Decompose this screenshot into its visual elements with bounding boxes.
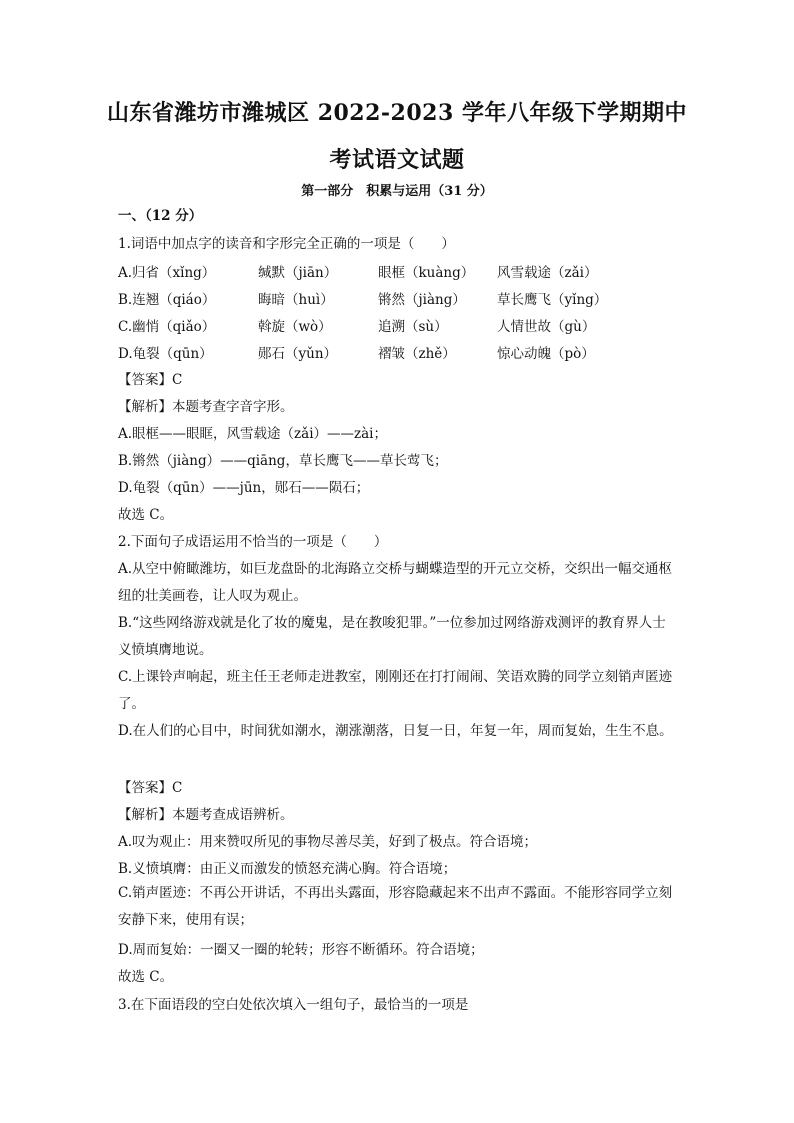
- option-b-4: 草长鹰飞（yǐng）: [497, 292, 608, 308]
- question-3-stem: 3.在下面语段的空白处依次填入一组句子，最恰当的一项是: [118, 997, 469, 1013]
- option-d-3: 褶皱（zhě）: [378, 346, 456, 362]
- option-b-2: 晦暗（huì）: [258, 292, 334, 308]
- option-d-1: D.龟裂（qūn）: [118, 346, 213, 362]
- analysis-1-conclusion: 故选 C。: [118, 507, 174, 523]
- question-2-option-a: A.从空中俯瞰潍坊，如巨龙盘卧的北海路立交桥与蝴蝶造型的开元立交桥，交织出一幅交通枢纽的壮美画卷，让人叹为观止。: [118, 561, 673, 604]
- option-c-1: C.幽悄（qiǎo）: [118, 319, 216, 335]
- analysis-2: 【解析】本题考查成语辨析。: [118, 807, 294, 823]
- part-heading: 一、（12 分）: [118, 208, 203, 224]
- section-heading: 第一部分 积累与运用（31 分）: [301, 184, 493, 199]
- question-1-stem: 1.词语中加点字的读音和字形完全正确的一项是（ ）: [118, 236, 455, 252]
- answer-2: 【答案】C: [118, 780, 183, 796]
- analysis-2-note-b: B.义愤填膺：由正义而激发的愤怒充满心胸。符合语境；: [118, 861, 457, 877]
- option-b-1: B.连翘（qiáo）: [118, 292, 216, 308]
- option-d-2: 郧石（yǔn）: [258, 346, 338, 362]
- analysis-1: 【解析】本题考查字音字形。: [118, 399, 294, 415]
- question-2-stem: 2.下面句子成语运用不恰当的一项是（ ）: [118, 534, 388, 550]
- analysis-2-note-c: C.销声匿迹：不再公开讲话，不再出头露面，形容隐藏起来不出声不露面。不能形容同学立刻安静下来，使用有误；: [118, 885, 673, 928]
- answer-1: 【答案】C: [118, 372, 183, 388]
- option-c-4: 人情世故（gù）: [497, 319, 596, 335]
- option-a-2: 缄默（jiān）: [258, 265, 338, 281]
- document-title-line1: 山东省潍坊市潍城区 2022-2023 学年八年级下学期期中: [107, 100, 687, 126]
- option-a-1: A.归省（xǐng）: [118, 265, 216, 281]
- question-2-option-c: C.上课铃声响起，班主任王老师走进教室，刚刚还在打打闹闹、笑语欢腾的同学立刻销声匿迹了。: [118, 669, 673, 712]
- analysis-2-note-a: A.叹为观止：用来赞叹所见的事物尽善尽美，好到了极点。符合语境；: [118, 834, 538, 850]
- option-c-2: 斡旋（wò）: [258, 319, 332, 335]
- analysis-1-note-a: A.眼框——眼眶，风雪载途（zǎi）——zài；: [118, 426, 387, 442]
- analysis-2-conclusion: 故选 C。: [118, 969, 174, 985]
- analysis-2-note-d: D.周而复始：一圈又一圈的轮转；形容不断循环。符合语境；: [118, 942, 484, 958]
- option-b-3: 锵然（jiàng）: [378, 292, 466, 308]
- document-title-line2: 考试语文试题: [329, 147, 465, 173]
- option-d-4: 惊心动魄（pò）: [497, 346, 595, 362]
- option-c-3: 追溯（sù）: [378, 319, 448, 335]
- analysis-1-note-b: B.锵然（jiàng）——qiāng，草长鹰飞——草长莺飞；: [118, 453, 448, 469]
- analysis-1-note-d: D.龟裂（qūn）——jūn，郧石——陨石；: [118, 480, 370, 496]
- option-a-4: 风雪载途（zǎi）: [497, 265, 598, 281]
- option-a-3: 眼框（kuàng）: [378, 265, 475, 281]
- question-2-option-d: D.在人们的心目中，时间犹如潮水，潮涨潮落，日复一日，年复一年，周而复始，生生不息。: [118, 723, 673, 739]
- question-2-option-b: B.“这些网络游戏就是化了妆的魔鬼，是在教唆犯罪。”一位参加过网络游戏测评的教育界人士义愤填膺地说。: [118, 615, 666, 658]
